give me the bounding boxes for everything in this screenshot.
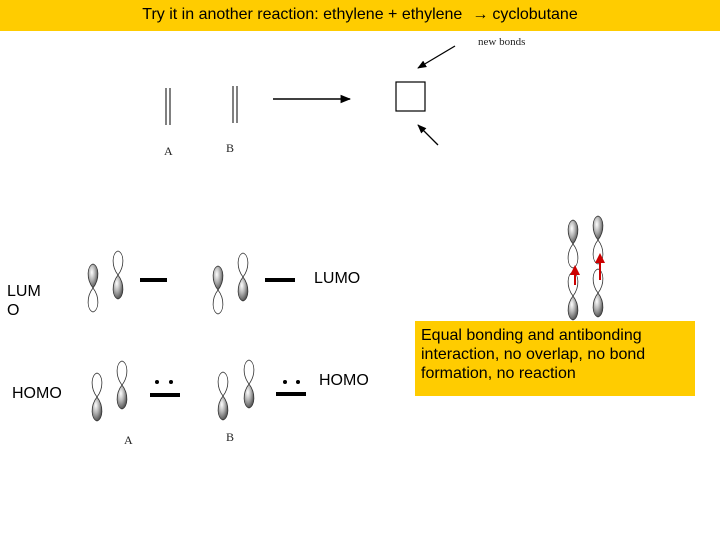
electron-dot <box>296 380 300 384</box>
electron-dot <box>283 380 287 384</box>
homo-left-label: HOMO <box>12 385 62 402</box>
lumo-orbital-a <box>88 251 123 312</box>
molecule-b-label: B <box>226 141 235 155</box>
new-bond-arrow-bottom <box>418 125 438 145</box>
orbital-a-label: A <box>124 433 133 447</box>
lumo-left-line2: O <box>7 302 20 319</box>
molecule-a-label: A <box>164 144 173 158</box>
interaction-bottom-orbitals <box>568 269 603 320</box>
interaction-top-orbitals <box>568 216 603 268</box>
lumo-orbital-b <box>213 253 248 314</box>
electron-dot <box>169 380 173 384</box>
explanation-note: Equal bonding and antibonding interaction, no overlap, no bond formation, no reaction <box>415 321 695 396</box>
lumo-left-line1: LUM <box>7 283 41 300</box>
ethylene-b-icon <box>233 86 237 123</box>
new-bonds-label: new bonds <box>478 36 526 48</box>
orbital-b-label: B <box>226 430 235 444</box>
title-prefix: Try it in another reaction: ethylene + ethylene <box>142 6 463 23</box>
lumo-left-label <box>7 282 41 320</box>
homo-orbital-a <box>92 361 127 421</box>
homo-orbital-b <box>218 360 254 420</box>
new-bond-arrow-top <box>418 46 455 68</box>
title-suffix: cyclobutane <box>492 6 578 23</box>
arrow-right-icon: → <box>472 6 489 23</box>
homo-right-label: HOMO <box>319 372 369 389</box>
cyclobutane-icon <box>396 82 425 111</box>
ethylene-a-icon <box>166 88 170 125</box>
electron-dot <box>155 380 159 384</box>
lumo-right-label: LUMO <box>314 270 361 287</box>
